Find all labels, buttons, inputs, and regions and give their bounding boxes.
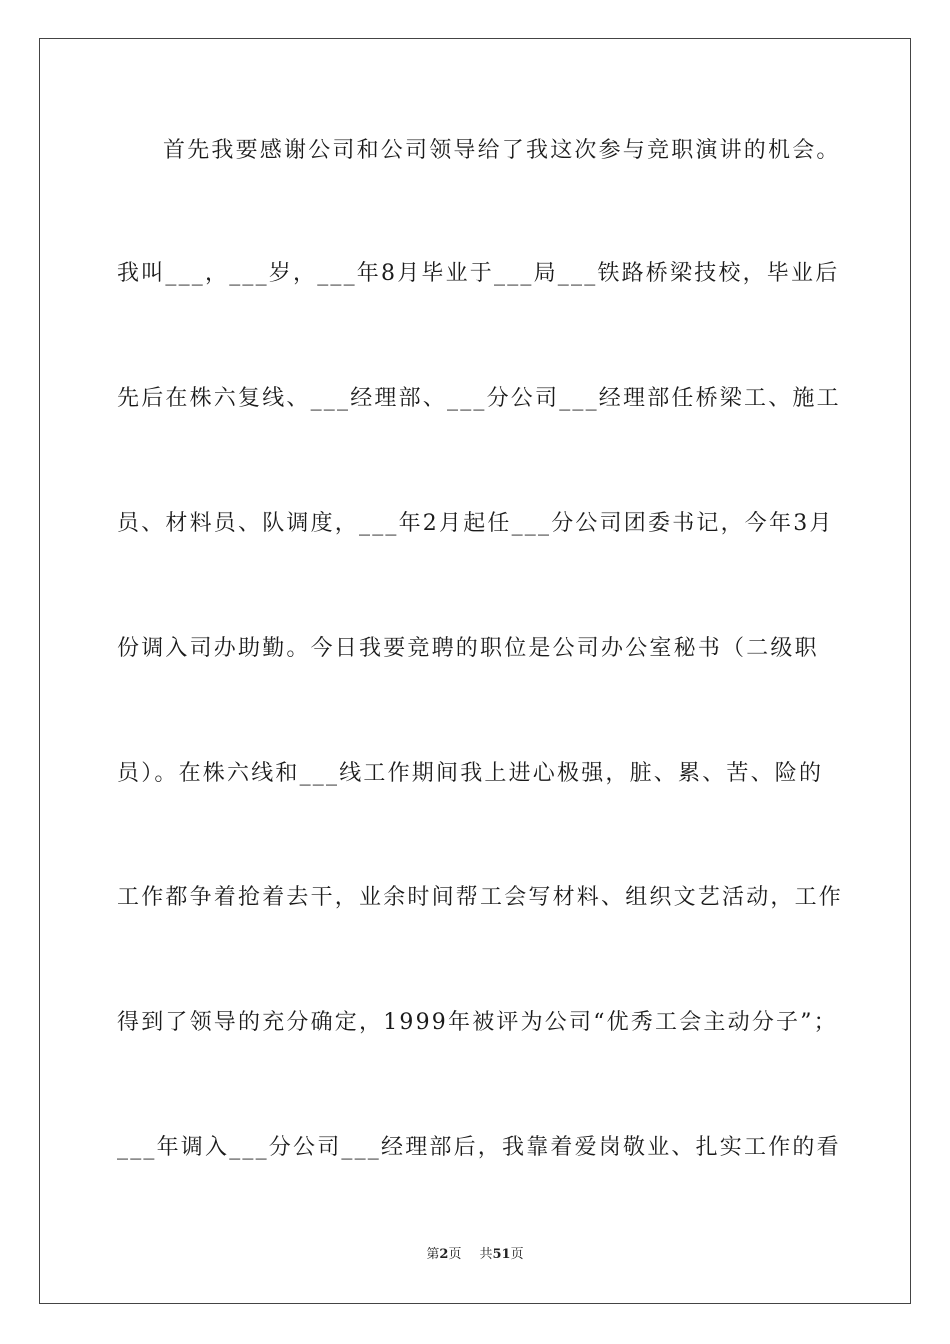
body-line-1: 首先我要感谢公司和公司领导给了我这次参与竞职演讲的机会。 <box>163 138 841 163</box>
body-line-5: 份调入司办助勤。今日我要竞聘的职位是公司办公室秘书（二级职 <box>117 636 819 661</box>
page-frame <box>39 38 911 1304</box>
page-prefix: 第 <box>426 1247 440 1262</box>
body-line-6: 员）。在株六线和___线工作期间我上进心极强，脏、累、苦、险的 <box>117 761 824 786</box>
total-pages: 51 <box>492 1247 511 1262</box>
page-number: 2 <box>439 1247 449 1262</box>
total-suffix: 页 <box>510 1247 524 1262</box>
body-line-8: 得到了领导的充分确定，1999年被评为公司“优秀工会主动分子”； <box>117 1010 838 1035</box>
total-prefix: 共 <box>479 1247 493 1262</box>
page-suffix: 页 <box>448 1247 462 1262</box>
page-footer <box>0 1246 950 1264</box>
body-line-3: 先后在株六复线、___经理部、___分公司___经理部任桥梁工、施工 <box>117 386 841 411</box>
body-line-7: 工作都争着抢着去干，业余时间帮工会写材料、组织文艺活动，工作 <box>117 885 844 910</box>
body-line-9: ___年调入___分公司___经理部后，我靠着爱岗敬业、扎实工作的看 <box>117 1135 841 1160</box>
body-line-4: 员、材料员、队调度，___年2月起任___分公司团委书记，今年3月 <box>117 511 834 536</box>
body-line-2: 我叫___，___岁，___年8月毕业于___局___铁路桥梁技校，毕业后 <box>117 261 840 286</box>
